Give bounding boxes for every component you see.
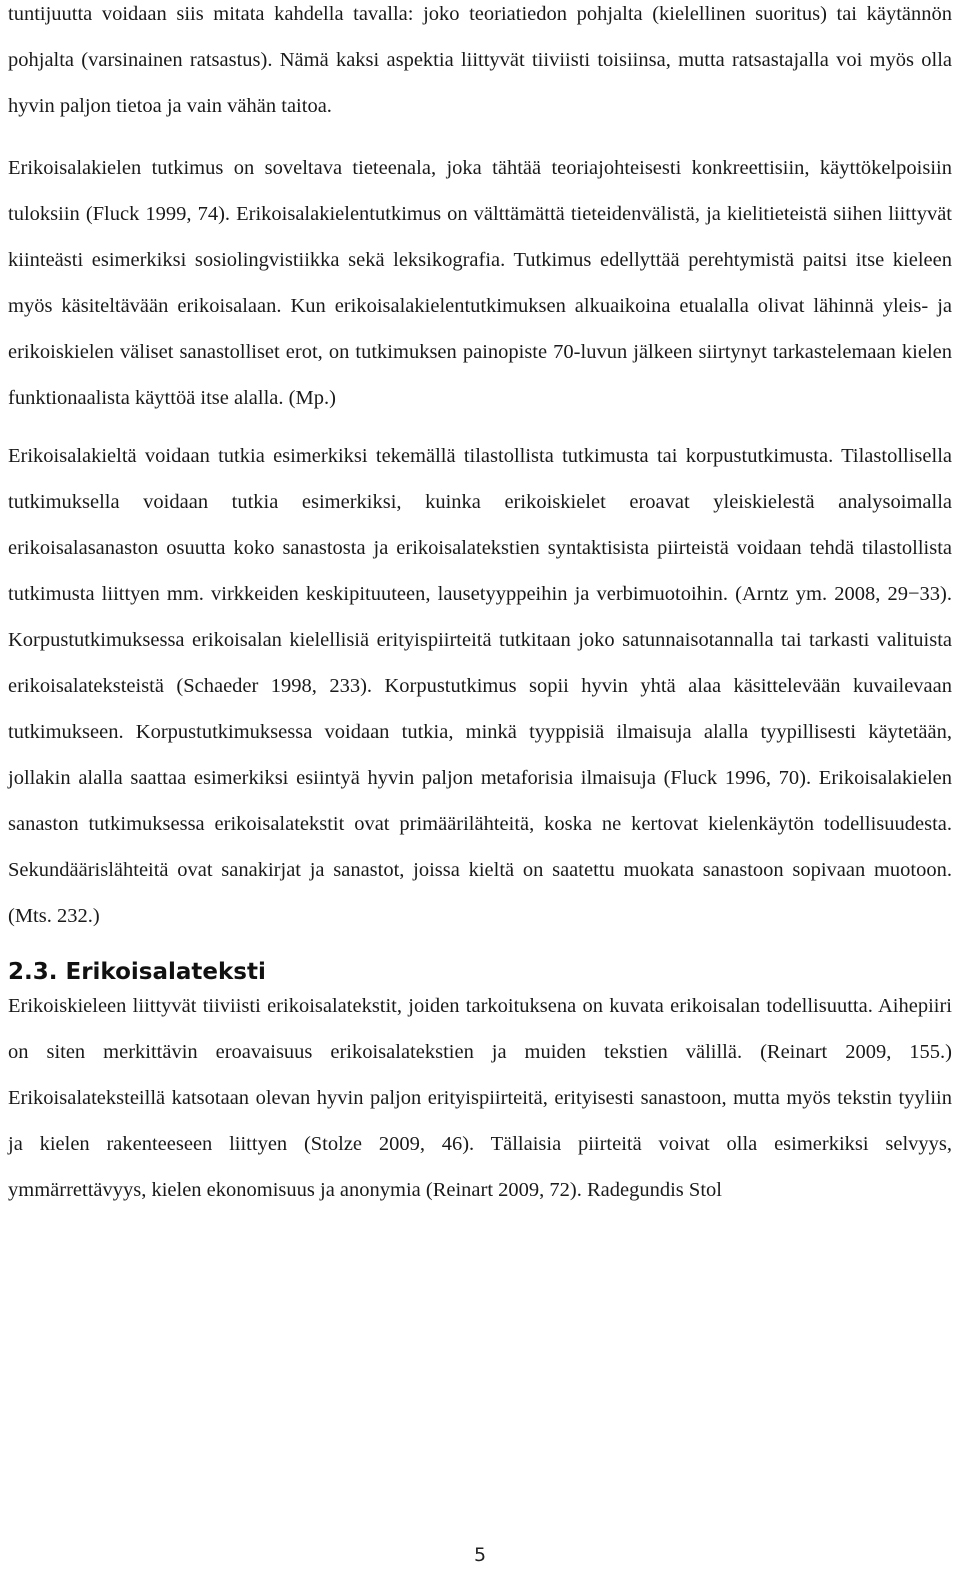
body-paragraph-1: tuntijuutta voidaan siis mitata kahdella tavalla: joko teoriatiedon pohjalta (kielellinen suoritus) tai käytännön pohjalta (varsinainen ratsastus). Nämä kaksi aspektia liittyvät tiiviisti toisiinsa, mutta ratsastajalla voi myös olla hyvin paljon tietoa ja vain vähän taitoa. [8, 3, 952, 117]
section-heading: 2.3. Erikoisalateksti [8, 959, 266, 985]
body-paragraph-3: Erikoisalakieltä voidaan tutkia esimerkiksi tekemällä tilastollista tutkimusta tai korpustutkimusta. Tilastollisella tutkimuksella voidaan tutkia esimerkiksi, kuinka erikoiskielet eroavat yleiskielestä analysoimalla erikoisalasanaston osuutta koko sanastosta ja erikoisalatekstien syntaktisista piirteistä voidaan tehdä tilastollista tutkimusta liittyen mm. virkkeiden keskipituuteen, lausetyyppeihin ja verbimuotoihin. (Arntz ym. 2008, 29−33). Korpustutkimuksessa erikoisalan kielellisiä erityispiirteitä tutkitaan joko satunnaisotannalla tai tarkasti valituista erikoisalateksteistä (Schaeder 1998, 233). Korpustutkimus sopii hyvin yhtä alaa käsittelevään kuvailevaan tutkimukseen. Korpustutkimuksessa voidaan tutkia, minkä tyyppisiä ilmaisuja alalla tyypillisesti käytetään, jollakin alalla saattaa esimerkiksi esiintyä hyvin paljon metaforisia ilmaisuja (Fluck 1996, 70). Erikoisalakielen sanaston tutkimuksessa erikoisalatekstit ovat primäärilähteitä, koska ne kertovat kielenkäytön todellisuudesta. Sekundäärislähteitä ovat sanakirjat ja sanastot, joissa kieltä on saatettu muokata sanastoon sopivaan muotoon. (Mts. 232.) [8, 445, 952, 927]
section-paragraph: Erikoiskieleen liittyvät tiiviisti erikoisalatekstit, joiden tarkoituksena on kuvata erikoisalan todellisuutta. Aihepiiri on siten merkittävin eroavaisuus erikoisalatekstien ja muiden tekstien välillä. (Reinart 2009, 155.) Erikoisalateksteillä katsotaan olevan hyvin paljon erityispiirteitä, erityisesti sanastoon, mutta myös tekstin tyyliin ja kielen rakenteeseen liittyen (Stolze 2009, 46). Tällaisia piirteitä voivat olla esimerkiksi selvyys, ymmärrettävyys, kielen ekonomisuus ja anonymia (Reinart 2009, 72). Radegundis Stol [8, 995, 952, 1201]
document-page [8, 0, 952, 1580]
body-paragraph-2: Erikoisalakielen tutkimus on soveltava tieteenala, joka tähtää teoriajohteisesti konkreettisiin, käyttökelpoisiin tuloksiin (Fluck 1999, 74). Erikoisalakielentutkimus on välttämättä tieteidenvälistä, ja kielitieteistä siihen liittyvät kiinteästi esimerkiksi sosiolingvistiikka sekä leksikografia. Tutkimus edellyttää perehtymistä paitsi itse kieleen myös käsiteltävään erikoisalaan. Kun erikoisalakielentutkimuksen alkuaikoina etualalla olivat lähinnä yleis- ja erikoiskielen väliset sanastolliset erot, on tutkimuksen painopiste 70-luvun jälkeen siirtynyt tarkastelemaan kielen funktionaalista käyttöä itse alalla. (Mp.) [8, 157, 952, 409]
page-number: 5 [473, 1544, 487, 1566]
